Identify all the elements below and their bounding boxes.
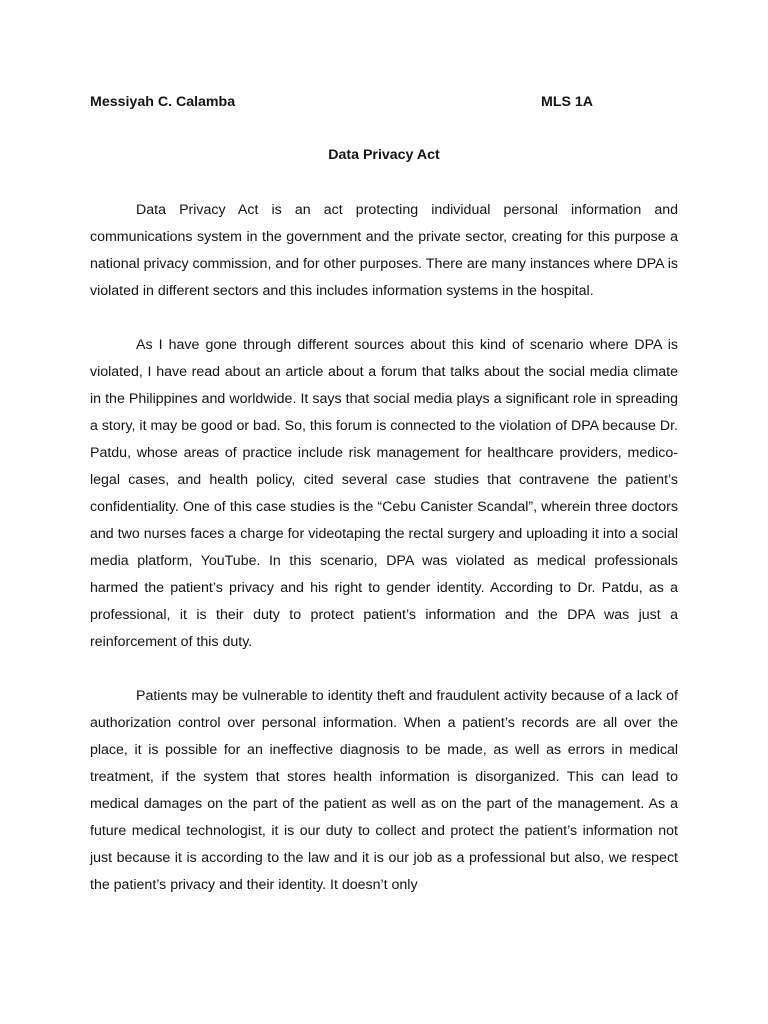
document-title: Data Privacy Act	[328, 147, 440, 163]
author-name: Messiyah C. Calamba	[90, 94, 236, 110]
paragraph-3: Patients may be vulnerable to identity theft and fraudulent activity because of a lack of authorization control over personal information. When a patient’s records are all over the place, it is possible for an ineffective diagnosis to be made, as well as errors in medical treatment, if the system that stores health information is disorganized. This can lead to medical damages on the part of the patient as well as on the part of the management. As a future medical technologist, it is our duty to collect and protect the patient’s information not just because it is according to the law and it is our job as a professional but also, we respect the patient’s privacy and their identity. It doesn’t only	[90, 688, 678, 893]
document-header	[90, 94, 690, 114]
paragraph-2: As I have gone through different sources about this kind of scenario where DPA is violated, I have read about an article about a forum that talks about the social media climate in the Philippines and worldwide. It says that social media plays a significant role in spreading a story, it may be good or bad. So, this forum is connected to the violation of DPA because Dr. Patdu, whose areas of practice include risk management for healthcare providers, medico-legal cases, and health policy, cited several case studies that contravene the patient’s confidentiality. One of this case studies is the “Cebu Canister Scandal”, wherein three doctors and two nurses faces a charge for videotaping the rectal surgery and uploading it into a social media platform, YouTube. In this scenario, DPA was violated as medical professionals harmed the patient’s privacy and his right to gender identity. According to Dr. Patdu, as a professional, it is their duty to protect patient’s information and the DPA was just a reinforcement of this duty.	[90, 337, 678, 650]
class-section: MLS 1A	[541, 94, 594, 110]
document-body	[90, 197, 678, 926]
paragraph-1: Data Privacy Act is an act protecting individual personal information and communications system in the government and the private sector, creating for this purpose a national privacy commission, and for other purposes. There are many instances where DPA is violated in different sectors and this includes information systems in the hospital.	[90, 202, 678, 299]
